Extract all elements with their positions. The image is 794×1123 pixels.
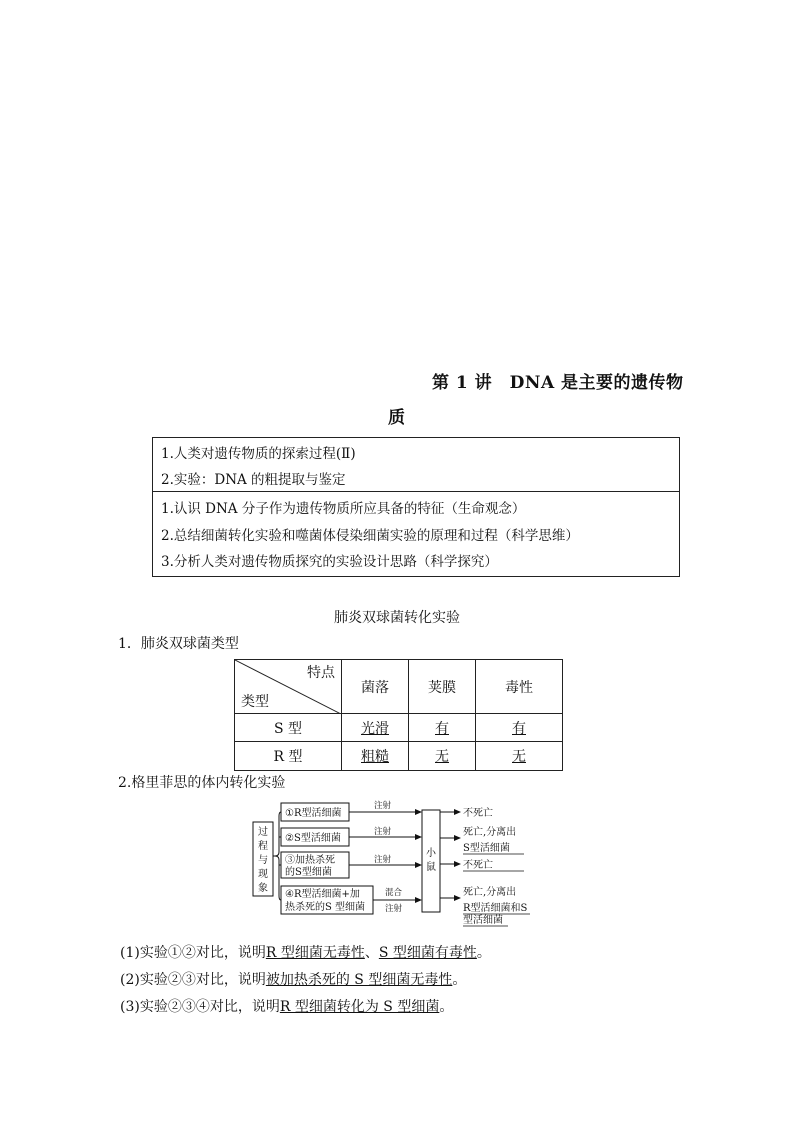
literacy-objective-3: 3.分析人类对遗传物质探究的实验设计思路（科学探究） bbox=[161, 554, 498, 570]
side-label-char: 与 bbox=[258, 855, 268, 866]
side-label-char: 程 bbox=[258, 841, 268, 852]
conclusion-2: (2)实验②③对比，说明被加热杀死的 S 型细菌无毒性。 bbox=[120, 972, 467, 988]
box-text-4b: 热杀死的S 型细菌 bbox=[285, 902, 366, 913]
mouse-label-char: 鼠 bbox=[426, 862, 436, 873]
exam-objective-2: 2.实验：DNA 的粗提取与鉴定 bbox=[161, 472, 346, 488]
side-label-char: 过 bbox=[258, 827, 268, 838]
key-answer: 被加热杀死的 S 型细菌无毒性 bbox=[265, 972, 453, 988]
section-title: 肺炎双球菌转化实验 bbox=[334, 610, 460, 626]
inject-label: 注射 bbox=[374, 827, 392, 837]
table-cell: 有 bbox=[435, 720, 449, 737]
lesson-title-line1: 第 1 讲 DNA 是主要的遗传物 bbox=[432, 373, 684, 393]
result-text: 不死亡 bbox=[463, 860, 493, 871]
heading-griffith-experiment: 2.格里菲思的体内转化实验 bbox=[118, 775, 286, 791]
table-header: 荚膜 bbox=[409, 660, 476, 714]
table-row-type: R 型 bbox=[235, 742, 342, 771]
table-cell: 有 bbox=[512, 720, 526, 737]
table-header: 毒性 bbox=[476, 660, 563, 714]
corner-label-feature: 特点 bbox=[307, 665, 335, 681]
result-text: 死亡,分离出 bbox=[463, 827, 517, 838]
result-text: R型活细菌和S bbox=[463, 903, 528, 914]
table-row bbox=[235, 714, 563, 742]
inject-label: 注射 bbox=[385, 904, 403, 914]
result-text: 型活细菌 bbox=[463, 915, 503, 926]
brace-top bbox=[273, 812, 281, 856]
objectives-box bbox=[152, 437, 680, 577]
table-row-type: S 型 bbox=[235, 714, 342, 742]
corner-label-type: 类型 bbox=[241, 694, 269, 710]
box-text-2: ②S型活细菌 bbox=[285, 833, 341, 844]
table-cell: 无 bbox=[512, 749, 526, 765]
literacy-objective-2: 2.总结细菌转化实验和噬菌体侵染细菌实验的原理和过程（科学思维） bbox=[161, 528, 579, 544]
table-cell: 光滑 bbox=[361, 720, 389, 737]
inject-label: 注射 bbox=[374, 855, 392, 865]
box-text-4a: ④R型活细菌+加 bbox=[285, 889, 360, 900]
key-answer: R 型细菌无毒性 bbox=[265, 945, 365, 961]
mouse-label-char: 小 bbox=[426, 848, 436, 859]
table-corner-cell bbox=[235, 660, 342, 714]
conclusion-3: (3)实验②③④对比，说明R 型细菌转化为 S 型细菌。 bbox=[120, 999, 454, 1015]
lesson-title-line2: 质 bbox=[388, 408, 405, 428]
griffith-experiment-diagram bbox=[250, 798, 550, 932]
key-answer: R 型细菌转化为 S 型细菌 bbox=[279, 999, 440, 1015]
brace-bottom bbox=[273, 856, 281, 900]
heading-bacteria-types: 1．肺炎双球菌类型 bbox=[118, 636, 239, 652]
bacteria-type-table bbox=[234, 659, 563, 771]
box-text-3b: 的S型细菌 bbox=[285, 867, 332, 878]
box-text-3a: ③加热杀死 bbox=[285, 855, 335, 866]
table-cell: 无 bbox=[435, 749, 449, 765]
table-row bbox=[235, 742, 563, 771]
exam-objective-1: 1.人类对遗传物质的探索过程(Ⅱ) bbox=[161, 446, 356, 462]
inject-label: 注射 bbox=[374, 801, 392, 811]
result-text: 死亡,分离出 bbox=[463, 887, 517, 898]
conclusion-1: (1)实验①②对比，说明R 型细菌无毒性、S 型细菌有毒性。 bbox=[120, 945, 491, 961]
mix-label: 混合 bbox=[385, 888, 403, 898]
literacy-objective-1: 1.认识 DNA 分子作为遗传物质所应具备的特征（生命观念） bbox=[161, 501, 526, 517]
result-text: 不死亡 bbox=[463, 808, 493, 819]
key-answer: S 型细菌有毒性 bbox=[378, 945, 477, 961]
box-text-1: ①R型活细菌 bbox=[285, 808, 342, 819]
objectives-divider bbox=[153, 491, 679, 492]
mouse-box bbox=[422, 810, 440, 912]
side-label-char: 象 bbox=[258, 883, 268, 894]
result-text: S型活细菌 bbox=[463, 843, 510, 854]
table-header: 菌落 bbox=[342, 660, 409, 714]
side-label-char: 现 bbox=[258, 869, 268, 880]
table-cell: 粗糙 bbox=[361, 749, 389, 765]
